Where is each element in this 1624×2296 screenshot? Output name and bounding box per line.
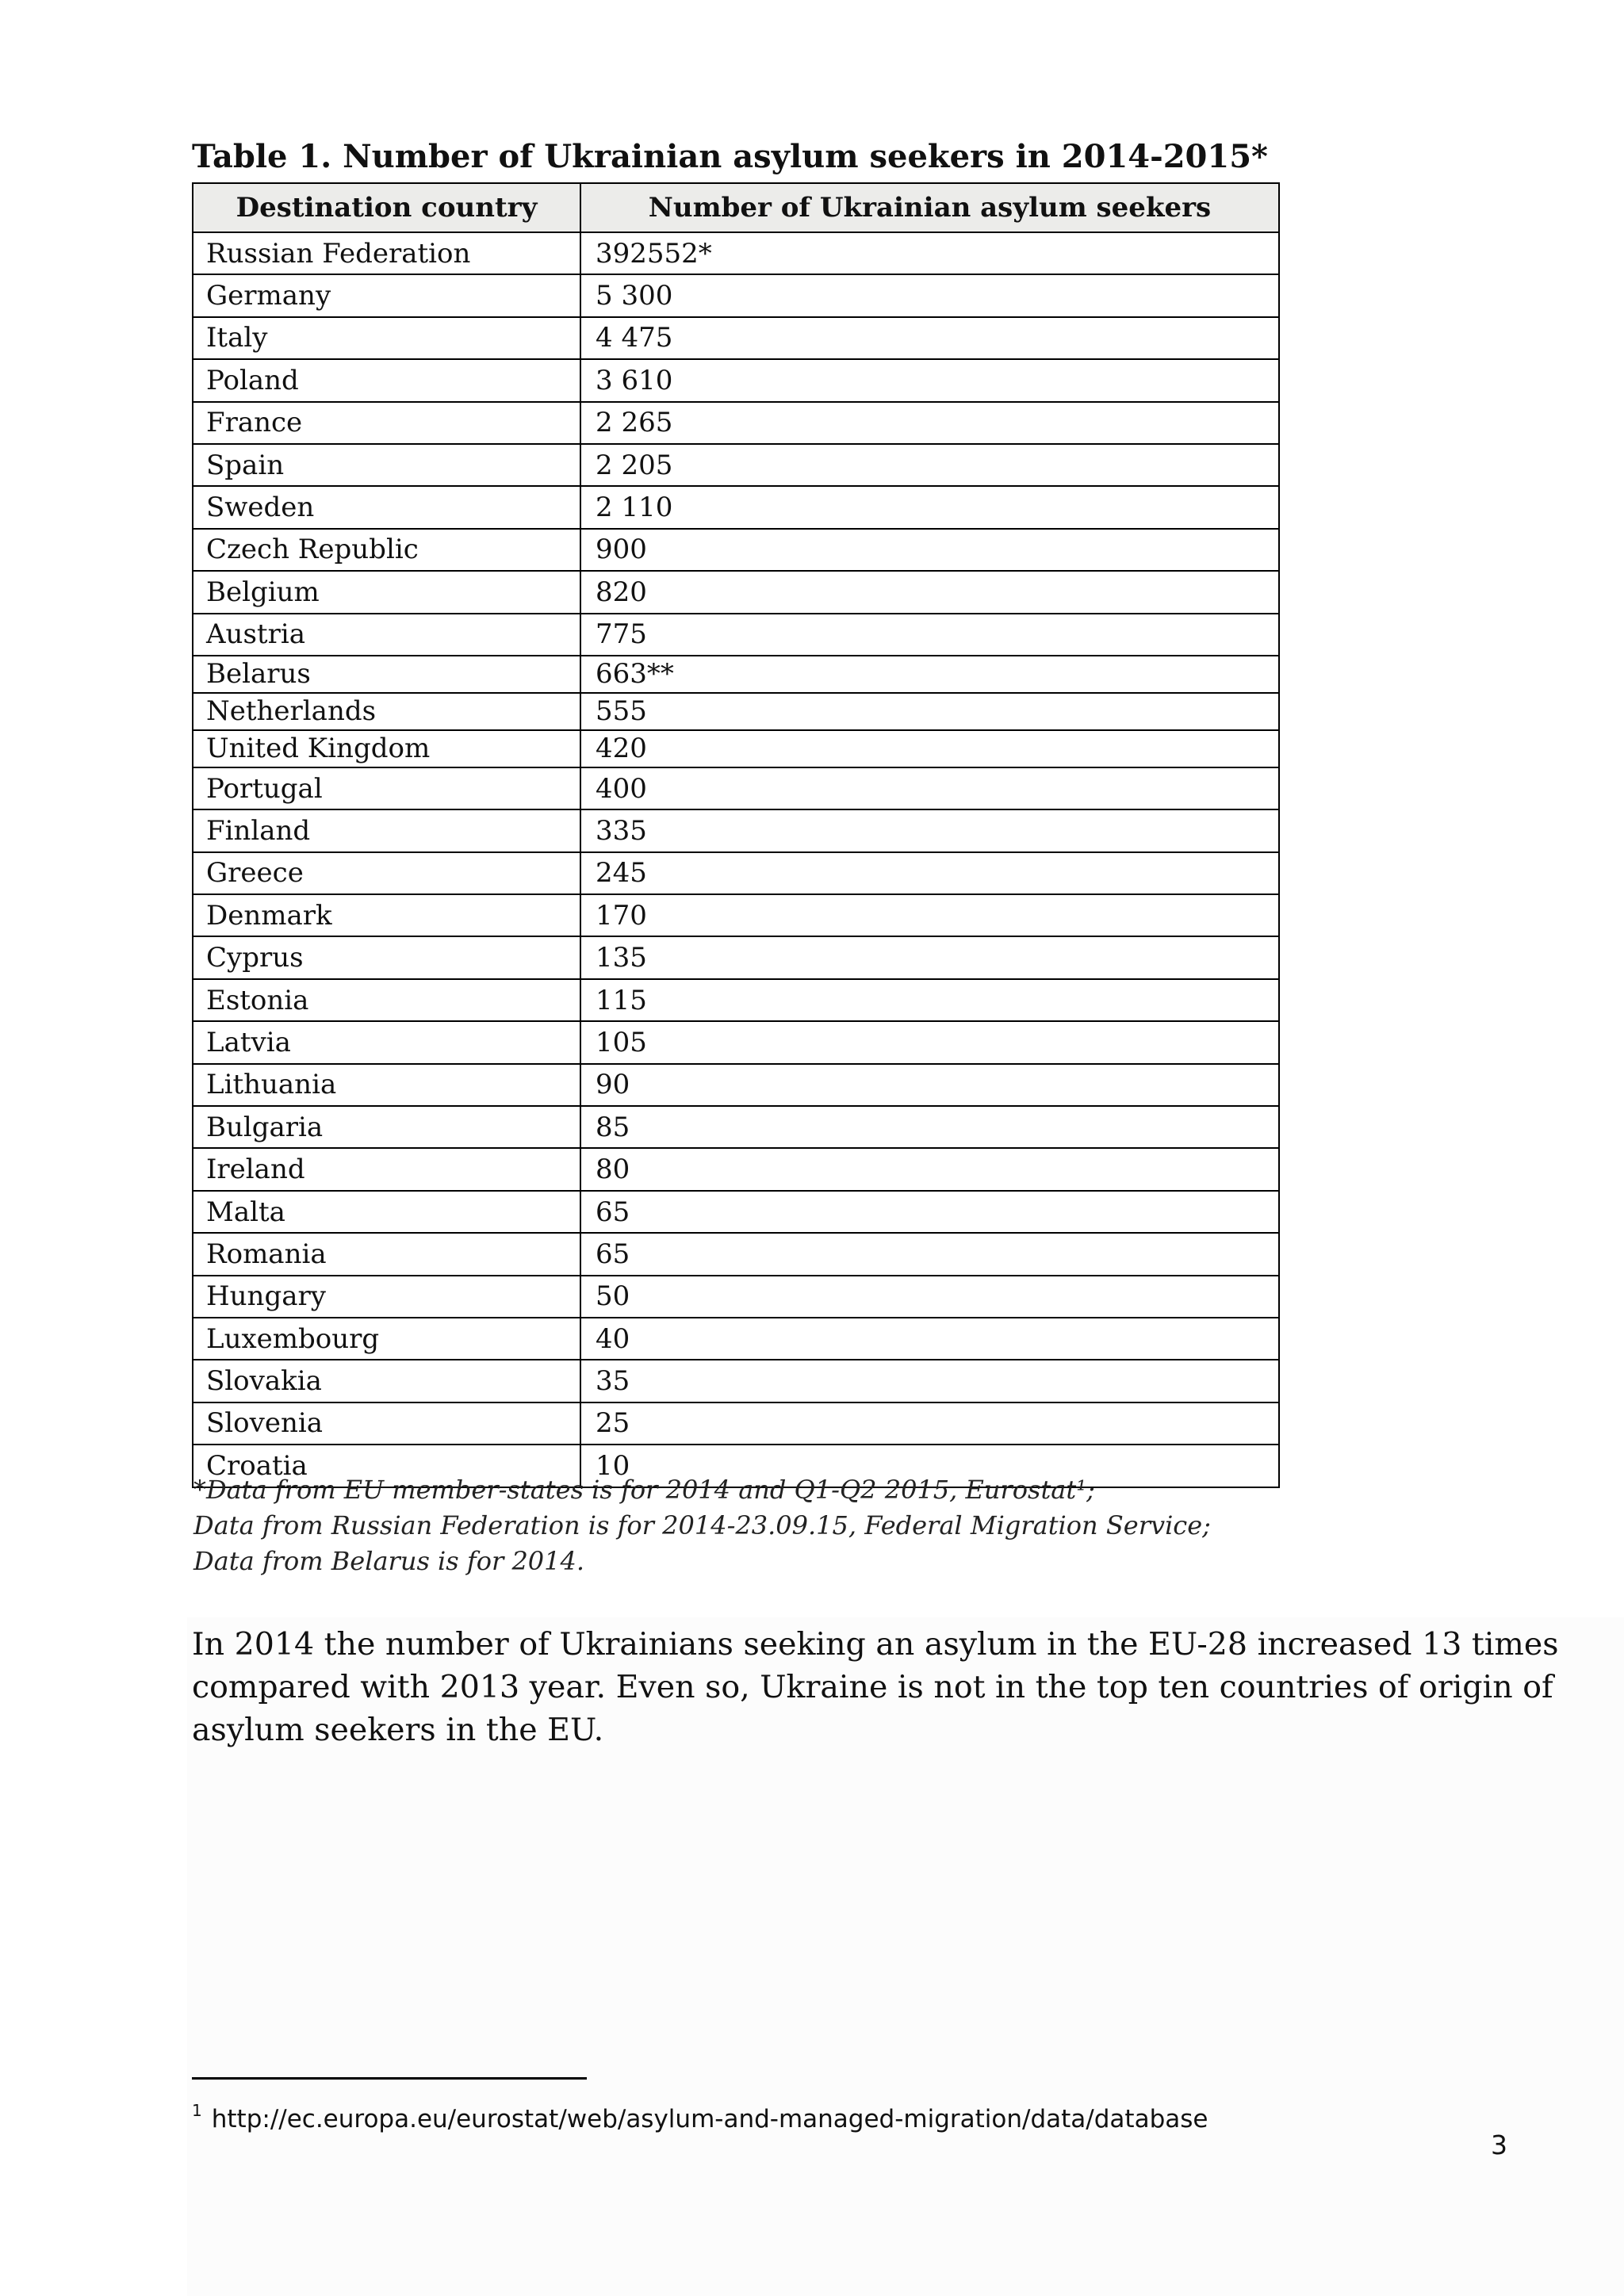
table-row <box>193 656 1279 693</box>
table-row <box>193 936 1279 978</box>
country-cell: Slovakia <box>193 1360 580 1402</box>
table-row <box>193 1318 1279 1360</box>
table-row <box>193 1233 1279 1275</box>
table-note: Data from Belarus is for 2014. <box>193 1546 585 1576</box>
table-note: *Data from EU member-states is for 2014 and Q1-Q2 2015, Eurostat¹; <box>193 1475 1095 1505</box>
asylum-seekers-table <box>192 182 1280 1488</box>
table-row <box>193 894 1279 936</box>
country-cell: Austria <box>193 614 580 656</box>
asylum-seekers-count-cell: 85 <box>580 1106 1279 1148</box>
table-notes <box>193 1472 1211 1579</box>
country-cell: Luxembourg <box>193 1318 580 1360</box>
asylum-seekers-count-cell: 80 <box>580 1148 1279 1190</box>
asylum-seekers-count-cell: 400 <box>580 767 1279 809</box>
country-cell: Portugal <box>193 767 580 809</box>
table-row <box>193 444 1279 486</box>
country-cell: Russian Federation <box>193 232 580 274</box>
asylum-seekers-count-cell: 335 <box>580 809 1279 851</box>
page-number: 3 <box>1491 2130 1507 2160</box>
asylum-seekers-count-cell: 245 <box>580 852 1279 894</box>
table-title: Table 1. Number of Ukrainian asylum seekers in 2014-2015* <box>192 138 1268 175</box>
asylum-seekers-count-cell: 105 <box>580 1021 1279 1063</box>
asylum-seekers-count-cell: 555 <box>580 693 1279 730</box>
country-cell: Germany <box>193 274 580 316</box>
asylum-seekers-count-cell: 65 <box>580 1233 1279 1275</box>
country-cell: Spain <box>193 444 580 486</box>
table-row <box>193 571 1279 613</box>
table-row <box>193 1064 1279 1106</box>
country-cell: Latvia <box>193 1021 580 1063</box>
asylum-seekers-count-cell: 2 205 <box>580 444 1279 486</box>
asylum-seekers-count-cell: 40 <box>580 1318 1279 1360</box>
asylum-seekers-count-cell: 65 <box>580 1191 1279 1233</box>
country-cell: Finland <box>193 809 580 851</box>
country-cell: Poland <box>193 359 580 401</box>
table-row <box>193 529 1279 571</box>
country-cell: France <box>193 402 580 444</box>
country-cell: Slovenia <box>193 1402 580 1445</box>
asylum-seekers-count-cell: 25 <box>580 1402 1279 1445</box>
column-header-destination-country: Destination country <box>193 183 580 232</box>
asylum-seekers-count-cell: 90 <box>580 1064 1279 1106</box>
country-cell: Czech Republic <box>193 529 580 571</box>
table-row <box>193 359 1279 401</box>
country-cell: Italy <box>193 317 580 359</box>
asylum-seekers-count-cell: 775 <box>580 614 1279 656</box>
asylum-seekers-count-cell: 35 <box>580 1360 1279 1402</box>
paragraph-line: compared with 2013 year. Even so, Ukraine is not in the top ten countries of origin of <box>192 1669 1553 1705</box>
table-header-row <box>193 183 1279 232</box>
table-row <box>193 1276 1279 1318</box>
asylum-seekers-count-cell: 2 265 <box>580 402 1279 444</box>
paragraph-line: In 2014 the number of Ukrainians seeking an asylum in the EU-28 increased 13 times <box>192 1626 1559 1663</box>
country-cell: Croatia <box>193 1445 580 1487</box>
table-row <box>193 1148 1279 1190</box>
asylum-seekers-count-cell: 170 <box>580 894 1279 936</box>
table-row <box>193 852 1279 894</box>
asylum-seekers-count-cell: 50 <box>580 1276 1279 1318</box>
asylum-seekers-count-cell: 420 <box>580 730 1279 767</box>
country-cell: Bulgaria <box>193 1106 580 1148</box>
asylum-seekers-count-cell: 3 610 <box>580 359 1279 401</box>
footnote <box>192 2095 1208 2135</box>
country-cell: Denmark <box>193 894 580 936</box>
table-row <box>193 1402 1279 1445</box>
table-row <box>193 232 1279 274</box>
table-row <box>193 486 1279 528</box>
table-row <box>193 1360 1279 1402</box>
table-body <box>193 232 1279 1487</box>
table-note: Data from Russian Federation is for 2014-23.09.15, Federal Migration Service; <box>193 1510 1211 1540</box>
country-cell: Netherlands <box>193 693 580 730</box>
footnote-marker: 1 <box>192 2101 202 2120</box>
asylum-seekers-count-cell: 900 <box>580 529 1279 571</box>
table-row <box>193 1191 1279 1233</box>
country-cell: Lithuania <box>193 1064 580 1106</box>
table-row <box>193 1021 1279 1063</box>
country-cell: Belarus <box>193 656 580 693</box>
table-row <box>193 317 1279 359</box>
asylum-seekers-count-cell: 392552* <box>580 232 1279 274</box>
asylum-seekers-count-cell: 4 475 <box>580 317 1279 359</box>
table-row <box>193 979 1279 1021</box>
table-row <box>193 693 1279 730</box>
country-cell: United Kingdom <box>193 730 580 767</box>
table-row <box>193 274 1279 316</box>
country-cell: Malta <box>193 1191 580 1233</box>
asylum-seekers-count-cell: 10 <box>580 1445 1279 1487</box>
country-cell: Belgium <box>193 571 580 613</box>
country-cell: Greece <box>193 852 580 894</box>
asylum-seekers-count-cell: 2 110 <box>580 486 1279 528</box>
country-cell: Hungary <box>193 1276 580 1318</box>
table-row <box>193 1106 1279 1148</box>
country-cell: Sweden <box>193 486 580 528</box>
paragraph-line: asylum seekers in the EU. <box>192 1712 604 1748</box>
asylum-seekers-count-cell: 115 <box>580 979 1279 1021</box>
country-cell: Cyprus <box>193 936 580 978</box>
table-row <box>193 614 1279 656</box>
country-cell: Romania <box>193 1233 580 1275</box>
table-row <box>193 767 1279 809</box>
table-row <box>193 402 1279 444</box>
column-header-number-of-asylum-seekers: Number of Ukrainian asylum seekers <box>580 183 1279 232</box>
asylum-seekers-count-cell: 135 <box>580 936 1279 978</box>
country-cell: Ireland <box>193 1148 580 1190</box>
footnote-separator <box>192 2077 587 2080</box>
table-row <box>193 730 1279 767</box>
asylum-seekers-count-cell: 5 300 <box>580 274 1279 316</box>
footnote-link[interactable]: http://ec.europa.eu/eurostat/web/asylum-and-managed-migration/data/database <box>211 2105 1208 2133</box>
asylum-seekers-count-cell: 820 <box>580 571 1279 613</box>
body-paragraph <box>192 1623 1559 1751</box>
asylum-seekers-count-cell: 663** <box>580 656 1279 693</box>
table-row <box>193 809 1279 851</box>
country-cell: Estonia <box>193 979 580 1021</box>
